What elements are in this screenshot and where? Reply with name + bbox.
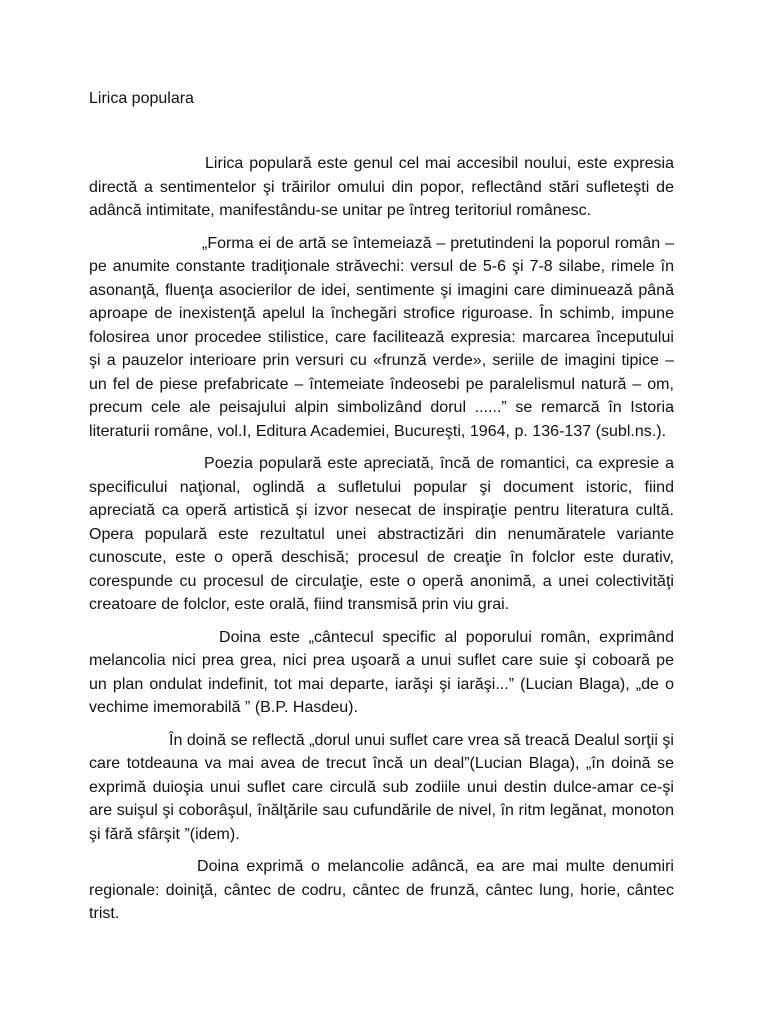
paragraph-doina-regional-names: Doina exprimă o melancolie adâncă, ea are mai multe denumiri regionale: doiniţă, cântec de codru, cântec de frunză, cântec lung, horie, cântec trist. [89, 858, 674, 922]
paragraph-poezia-populara: Poezia populară este apreciată, încă de romantici, ca expresie a specificului naţional, oglindă a sufletului popular şi document istoric, fiind apreciată ca operă artistică şi izvor nesecat de inspiraţie pentru literatura cultă. Opera populară este rezultatul unei abstractizări din nenumăratele variante cunoscute, este o operă deschisă; procesul de creaţie în folclor este durativ, corespunde cu procesul de circulaţie, este o operă anonimă, a unei colectivităţi creatoare de folclor, este orală, fiind transmisă prin viu grai. [89, 455, 674, 613]
paragraph-doina-reflection: În doină se reflectă „dorul unui suflet care vrea să treacă Dealul sorţii şi care totdeauna va mai avea de trecut încă un deal”(Lucian Blaga), „în doină se exprimă duioşia unui suflet care circulă sub zodiile unui destin dulce-amar ce-şi are suişul şi coborâşul, înălţările sau cufundările de nivel, în ritm legănat, monoton şi fără sfârşit ”(idem). [89, 731, 674, 843]
document-title: Lirica populara [89, 90, 194, 107]
paragraph-doina-definition: Doina este „cântecul specific al poporului român, exprimând melancolia nici prea grea, nici prea uşoară a unui suflet care suie şi coboară pe un plan ondulat indefinit, tot mai departe, iarăşi şi iarăşi...” (Lucian Blaga), „de o vechime imemorabilă ” (B.P. Hasdeu). [89, 628, 674, 716]
paragraph-lirica-definition: Lirica populară este genul cel mai accesibil noului, este expresia directă a sentimentelor şi trăirilor omului din popor, reflectând stări sufleteşti de adâncă intimitate, manifestându-se unitar pe întreg teritoriul românesc. [89, 155, 674, 219]
paragraph-forma-de-arta-quote: „Forma ei de artă se întemeiază – pretutindeni la poporul român – pe anumite constante tradiţionale străvechi: versul de 5-6 şi 7-8 silabe, rimele în asonanţă, fluenţa asocierilor de idei, sentimente şi imagini care diminuează până aproape de inexistenţă apelul la închegări strofice riguroase. În schimb, impune folosirea unor procedee stilistice, care facilitează expresia: marcarea începutului şi a pauzelor interioare prin versuri cu «frunză verde», seriile de imagini tipice – un fel de piese prefabricate – întemeiate îndeosebi pe paralelismul natură – om, precum cele ale peisajului alpin simbolizând dorul ......” se remarcă în Istoria literaturii române, vol.I, Editura Academiei, Bucureşti, 1964, p. 136-137 (subl.ns.). [89, 234, 674, 440]
